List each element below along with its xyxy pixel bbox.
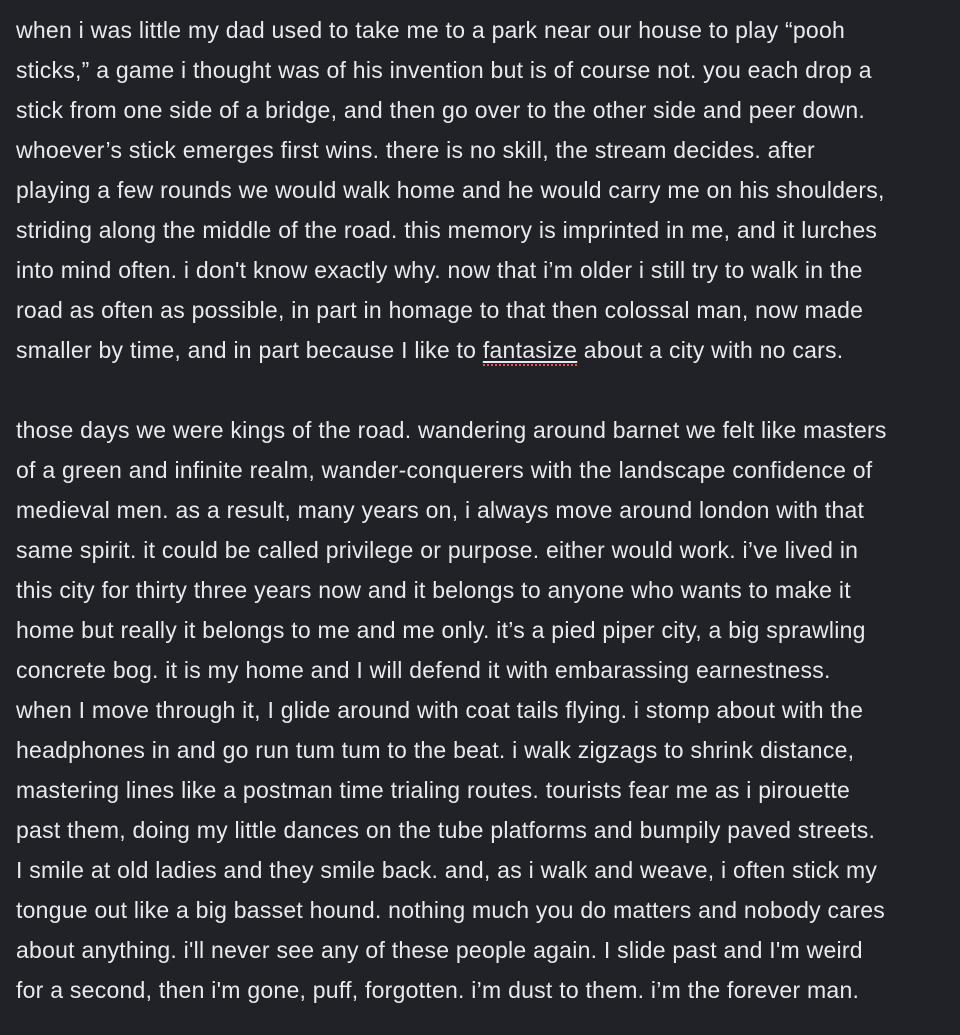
text-segment: smaller by time, and in part because I like to	[16, 337, 483, 363]
text-line: medieval men. as a result, many years on, i always move around london with that	[16, 497, 865, 523]
text-line: sticks,” a game i thought was of his invention but is of course not. you each drop a	[16, 57, 872, 83]
paragraph-1	[16, 10, 946, 370]
text-line: playing a few rounds we would walk home and he would carry me on his shoulders,	[16, 177, 885, 203]
misspelled-word[interactable]: fantasize	[483, 337, 577, 366]
text-line: when i was little my dad used to take me to a park near our house to play “pooh	[16, 17, 846, 43]
text-line: stick from one side of a bridge, and then go over to the other side and peer down.	[16, 97, 866, 123]
text-line: road as often as possible, in part in homage to that then colossal man, now made	[16, 297, 864, 323]
paragraph-2	[16, 410, 946, 1010]
text-line: of a green and infinite realm, wander-conquerers with the landscape confidence of	[16, 457, 873, 483]
text-line: about anything. i'll never see any of these people again. I slide past and I'm weird	[16, 937, 863, 963]
text-line: home but really it belongs to me and me only. it’s a pied piper city, a big sprawling	[16, 617, 866, 643]
text-line: I smile at old ladies and they smile back. and, as i walk and weave, i often stick my	[16, 857, 878, 883]
text-segment: about a city with no cars.	[577, 337, 844, 363]
text-line	[16, 330, 946, 370]
text-line: when I move through it, I glide around with coat tails flying. i stomp about with the	[16, 697, 864, 723]
text-line: past them, doing my little dances on the tube platforms and bumpily paved streets.	[16, 817, 876, 843]
text-line: those days we were kings of the road. wandering around barnet we felt like masters	[16, 417, 887, 443]
text-line: whoever’s stick emerges first wins. there is no skill, the stream decides. after	[16, 137, 815, 163]
text-line: mastering lines like a postman time trialing routes. tourists fear me as i pirouette	[16, 777, 851, 803]
text-line: tongue out like a big basset hound. nothing much you do matters and nobody cares	[16, 897, 886, 923]
text-line: striding along the middle of the road. this memory is imprinted in me, and it lurches	[16, 217, 878, 243]
text-line: same spirit. it could be called privilege or purpose. either would work. i’ve lived in	[16, 537, 859, 563]
text-line: concrete bog. it is my home and I will defend it with embarassing earnestness.	[16, 657, 831, 683]
text-line: into mind often. i don't know exactly why. now that i’m older i still try to walk in the	[16, 257, 863, 283]
text-line: headphones in and go run tum tum to the beat. i walk zigzags to shrink distance,	[16, 737, 855, 763]
text-line: this city for thirty three years now and it belongs to anyone who wants to make it	[16, 577, 851, 603]
text-line: for a second, then i'm gone, puff, forgotten. i’m dust to them. i’m the forever man.	[16, 977, 860, 1003]
